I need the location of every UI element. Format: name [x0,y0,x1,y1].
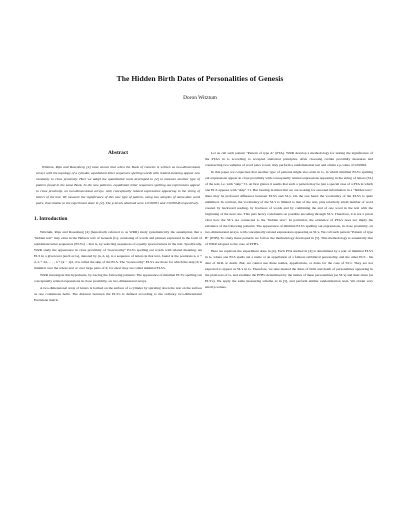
paper-title: The Hidden Birth Dates of Personalities of Genesis [116,74,284,83]
intro-paragraph-1: Witztum, Rips and Rosenberg [4] (henceforth referred to as WRR) study systematically the assumption that a "hidden text" may exist in the Hebrew text of Genesis (G), consisting of words and phrases expressed in the form of equidistant letter sequences (ELS's) – that is, by selecting sequences of equally spaced letters in the text. Specifically, WRR study the appearance in close proximity of "noteworthy" ELS's spelling out words with related meaning. An ELS in a given text (such as G), denoted by (n, d, k), is a sequence of letters in that text, found at the positions n, n + d, n + 2d, . . . , n + (k − 1)d. d is called the skip of the ELS. The "noteworthy" ELS's are those for which the skip |d| is minimal over the whole text or over large parts of it; for short they are called minimal ELS's. [34,230,202,270]
intro-paragraph-3: A two-dimensional array of letters is formed on the surface of a cylinder by spiraling down the text on the surface as one continuous helix. The distance between the ELS's is defined according to the ordinary two-dimensional Euclidean metric. [34,286,202,302]
left-column [34,150,202,304]
paper-author: Doron Witztum [183,95,217,101]
right-paragraph-1: Let us call such pattern "Pattern of type A" (PTA). WRR develop a methodology for testing the significance of the PTA's in G according to accepted statistical principles. After choosing certain proximity measures and constructing two samples of word pairs to test, they perform a randomization test and obtain a p-value of 0.00002. [205,151,373,167]
section-heading-introduction: 1. Introduction [34,216,68,222]
abstract-heading: Abstract [107,150,129,156]
right-paragraph-2: In this paper we conjecture that another type of patterns might also exist in G, in which minimal ELS's spelling out expressions appear in close proximity with conceptually related expressions appearing in the string of letters (SL) of the text, i.e. with "skip" ±1. At first glance it seems that such a pattern may be just a special case of a PTA in which one ELS appears with "skip" ±1. But bearing in mind that we are looking for encoded information in a "hidden text," there may be profound difference between ELS's and SL's. On the one hand, the vocabulary of the ELS's is quite unlimited. In contrast, the vocabulary of the SL's is limited to that of the text, plus relatively small number of word created by backward reading, by fractures of words and by combining the end of one word in the text with the beginning of the next one. This puts heavy constraints on possible encoding through SL's. Therefore, it is not a priori clear how the SL's are connected to the "hidden text". In particular, the existence of PTA's does not imply the existence of the following patterns: The appearance of minimal ELS's spelling out expressions, in close proximity, on two-dimensional arrays, with conceptually related expressions appearing as SL's. We call such pattern "Pattern of type B" (PTB). To study these patterns we follow the methodology developed in [5]. This methodology is essentially that of WRR adopted to the case of PTB's. [205,170,373,246]
right-column [205,150,373,291]
abstract-text: Witztum, Rips and Rosenberg [4] have shown that when the Book of Genesis is written as two-dimensional arrays with the topology of a cylinder, equidistant letter sequences spelling words with related meaning appear non randomly in close proximity. Here we adopt the quantitative tools developed in [4] to measure another type of pattern found in the same Book. In the new patterns, equidistant letter sequences spelling out expressions appear in close proximity, on two-dimensional arrays, with conceptually related expressions appearing in the string of letters of the text. We measure the significance of this new type of pattern, using two samples of name-date word pairs, that similar to the experiment done in [4]. The p-levels obtained were 1/0.00051 and 1/0.00046 respectively. [36,165,200,205]
right-paragraph-3: Here we replicate the experiment done in [4]. Each PTA studied in [4] is determined by a pair of minimal ELS's in G, where one ELS spells out a name or an appellation of a famous rabbinical personality, and the other ELS - his date of birth or death. But, we cannot use these names, appellations, or dates for the case of SL's. They are not expected to appear as SL's in G. Therefore, we take instead the dates of birth and death of personalities appearing in the plain text of G, and examine the PTB's determined by the names of these personalities (as SL's) and their dates (as ELS's). We apply the same measuring scheme as in [5], and perform similar randomization tests. We obtain very small p-values, [205,249,373,289]
intro-paragraph-2: WRR investigate this hypothesis, by tracing the following patterns: The appearance of minimal ELS's spelling out conceptually related expressions in close proximity, on two-dimensional arrays. [34,273,202,283]
